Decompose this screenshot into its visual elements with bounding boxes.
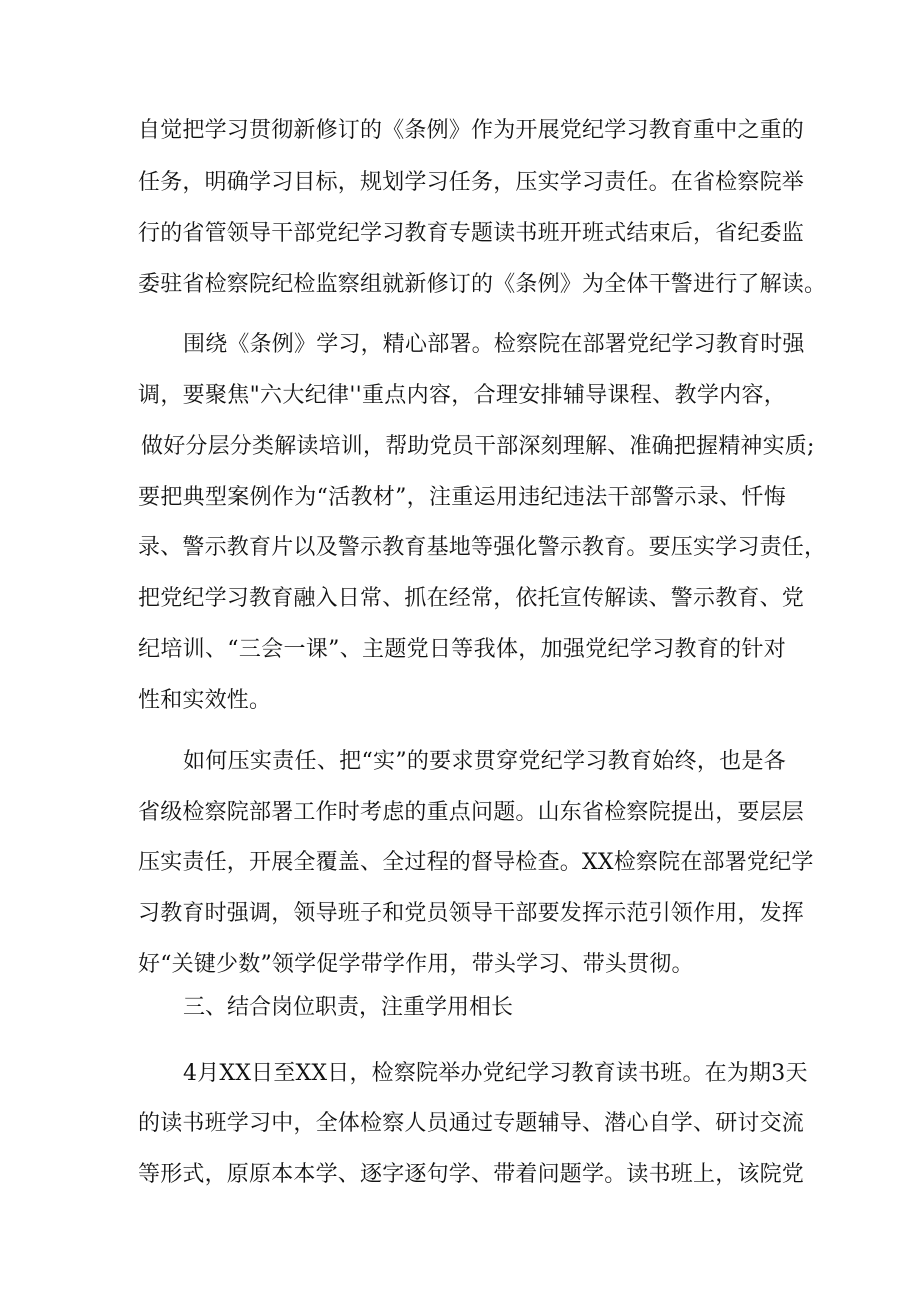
paragraph-3-line-3: 压实责任，开展全覆盖、全过程的督导检查。XX检察院在部署党纪学 — [138, 850, 814, 875]
paragraph-2-line-2: 调，要聚焦"六大纪律''重点内容，合理安排辅导课程、教学内容， — [138, 383, 786, 408]
paragraph-2-line-5: 录、警示教育片以及警示教育基地等强化警示教育。要压实学习责任， — [138, 535, 827, 560]
paragraph-4-line-3: 等形式，原原本本学、逐字逐句学、带着问题学。读书班上，该院党 — [138, 1162, 805, 1187]
paragraph-1-line-1: 自觉把学习贯彻新修订的《条例》作为开展党纪学习教育重中之重的 — [138, 118, 805, 143]
paragraph-2-line-6: 把党纪学习教育融入日常、抓在经常，依托宣传解读、警示教育、党 — [138, 586, 805, 611]
paragraph-3-line-1: 如何压实责任、把“实”的要求贯穿党纪学习教育始终，也是各 — [183, 749, 786, 774]
paragraph-2-line-4: 要把典型案例作为“活教材”，注重运用违纪违法干部警示录、忏悔 — [138, 485, 786, 510]
paragraph-1-line-3: 行的省管领导干部党纪学习教育专题读书班开班式结束后，省纪委监 — [138, 221, 805, 246]
paragraph-1-line-4: 委驻省检察院纪检监察组就新修订的《条例》为全体干警进行了解读。 — [138, 272, 827, 297]
paragraph-2-line-3: 做好分层分类解读培训，帮助党员干部深刻理解、准确把握精神实质; — [141, 434, 815, 459]
paragraph-4-line-2: 的读书班学习中，全体检察人员通过专题辅导、潜心自学、研讨交流 — [138, 1111, 805, 1136]
paragraph-3-line-2: 省级检察院部署工作时考虑的重点问题。山东省检察院提出，要层层 — [138, 800, 805, 825]
paragraph-4-line-1: 4月XX日至XX日，检察院举办党纪学习教育读书班。在为期3天 — [183, 1061, 808, 1086]
paragraph-2-line-1: 围绕《条例》学习，精心部署。检察院在部署党纪学习教育时强 — [183, 332, 805, 357]
paragraph-3-line-4: 习教育时强调，领导班子和党员领导干部要发挥示范引领作用，发挥 — [138, 901, 805, 926]
paragraph-3-line-5: 好“关键少数”领学促学带学作用，带头学习、带头贯彻。 — [138, 952, 694, 977]
paragraph-1-line-2: 任务，明确学习目标，规划学习任务，压实学习责任。在省检察院举 — [138, 170, 805, 195]
paragraph-2-line-8: 性和实效性。 — [138, 688, 272, 713]
section-heading: 三、结合岗位职责，注重学用相长 — [183, 995, 514, 1020]
paragraph-2-line-7: 纪培训、“三会一课”、主题党日等我体，加强党纪学习教育的针对 — [138, 637, 786, 662]
